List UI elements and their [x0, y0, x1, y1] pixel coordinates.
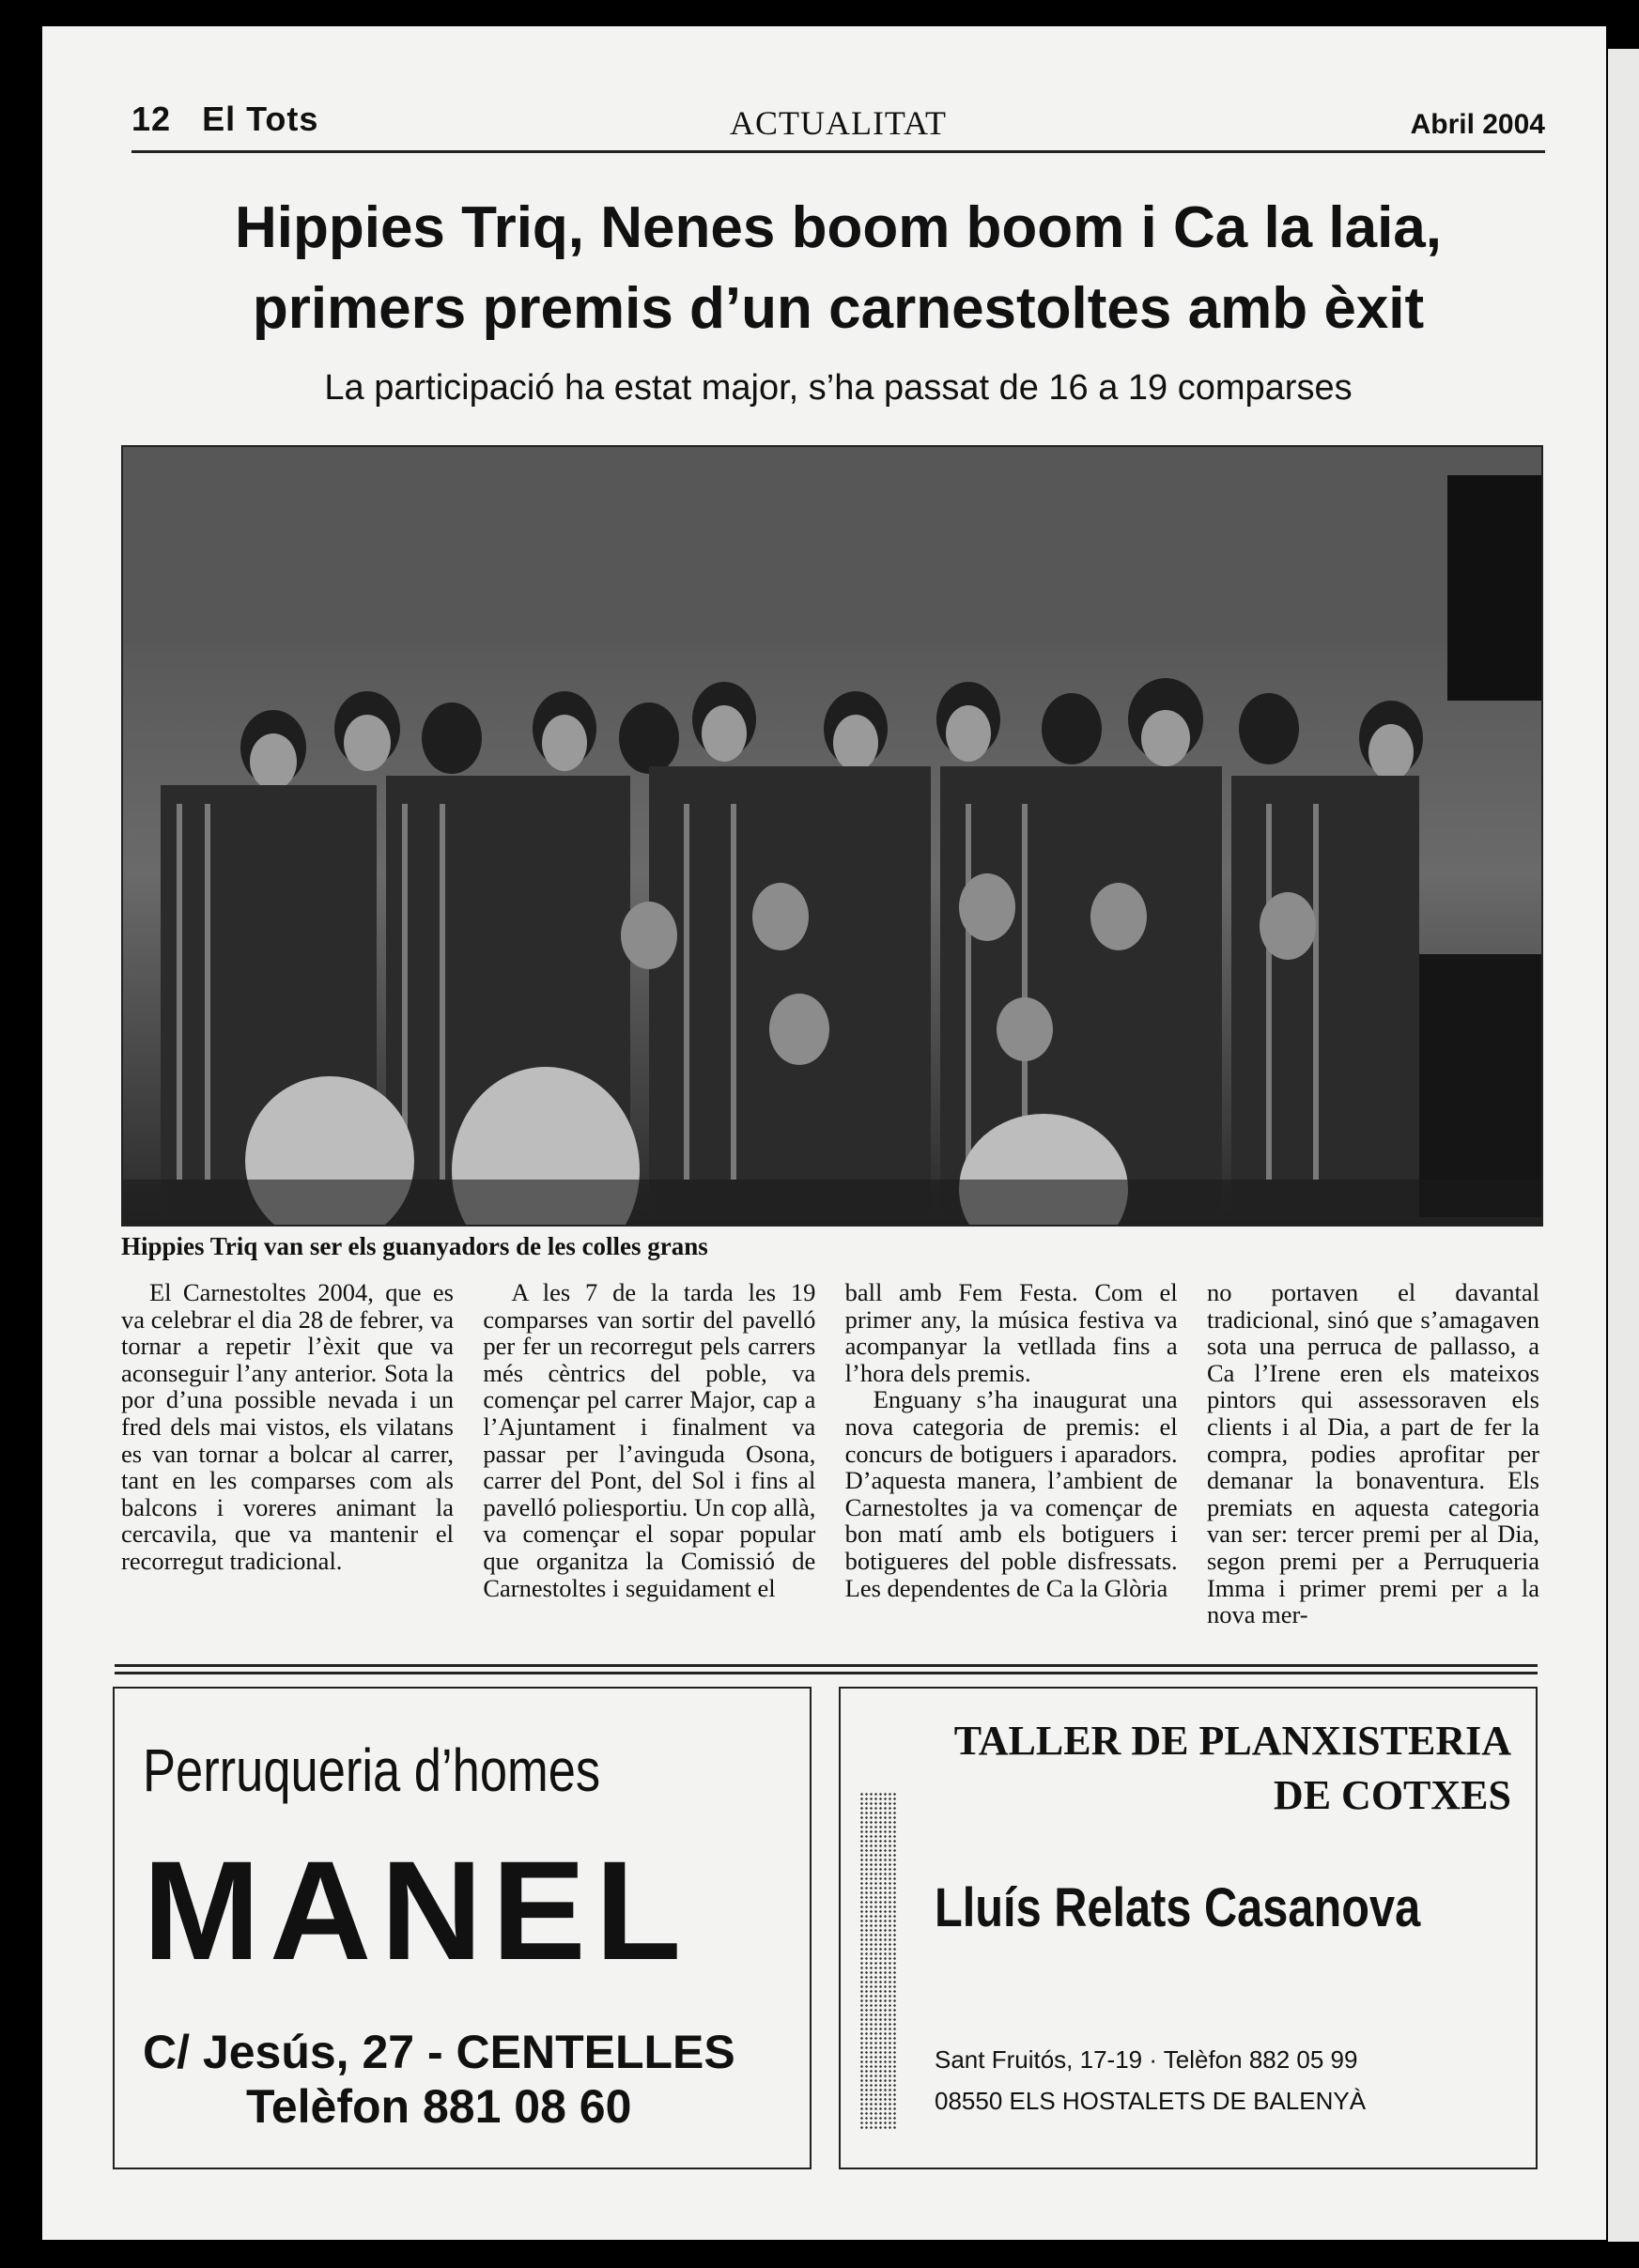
article-column-1 [121, 1279, 454, 1628]
section-name: ACTUALITAT [729, 104, 948, 142]
article-body [121, 1279, 1539, 1628]
separator-rule [115, 1672, 1538, 1674]
advertisement-barber [113, 1687, 812, 2169]
headline-line-2: primers premis d’un carnestoltes amb èxit [252, 276, 1425, 341]
ad-shop-address: Sant Fruitós, 17-19 · Telèfon 882 05 99 [935, 2045, 1358, 2074]
carnival-group-photo [121, 445, 1543, 1227]
article-column-3 [845, 1279, 1178, 1628]
ad-shop-owner: Lluís Relats Casanova [935, 1877, 1421, 1938]
ad-barber-phone: Telèfon 881 08 60 [246, 2080, 632, 2133]
photo-caption: Hippies Triq van ser els guanyadors de les colles grans [121, 1232, 708, 1260]
paragraph: no portaven el davantal tradicional, sinó que s’amagaven sota una perruca de pallasso, a Ca l’Irene eren els mateixos pintors qui assessoraven els clients i al Dia, a part de fer la compra, podies aprofitar per demanar la bonaventura. Els premiats en aquesta categoria van ser: tercer premi per al Dia, segon premi per a Perruqueria Imma i primer premi per a la nova mer- [1206, 1278, 1539, 1629]
dotted-pattern [859, 1792, 897, 2130]
next-page-edge [1608, 49, 1639, 2242]
advertisement-body-shop [839, 1687, 1538, 2169]
paragraph: Enguany s’ha inaugurat una nova categoria de premis: el concurs de botiguers i aparadors. D’aquesta manera, l’ambient de Carnestoltes ja va començar de bon matí amb els botiguers i botigueres del poble disfressats. Les dependentes de Ca la Glòria [844, 1385, 1178, 1602]
ad-shop-town: 08550 ELS HOSTALETS DE BALENYÀ [935, 2087, 1367, 2115]
paragraph: A les 7 de la tarda les 19 comparses van sortir del pavelló per fer un recorregut pels carrers més cèntrics del poble, va començar pel carrer Major, cap a l’Ajuntament i finalment va passar per l’avinguda Osona, carrer del Pont, del Sol i fins al pavelló poliesportiu. Un cop allà, va començar el sopar popular que organitza la Comissió de Carnestoltes i seguidament el [483, 1278, 816, 1602]
ad-barber-address: C/ Jesús, 27 - CENTELLES [143, 2026, 735, 2078]
article-column-4 [1207, 1279, 1539, 1628]
photo-illustration [123, 447, 1541, 1225]
issue-date: Abril 2004 [1410, 109, 1545, 140]
page-number: 12 [131, 100, 172, 138]
subheadline: La participació ha estat major, s’ha passat de 16 a 19 comparses [324, 368, 1353, 408]
page-header [131, 94, 1545, 153]
ad-barber-title: Perruqueria d’homes [143, 1736, 601, 1804]
separator-rule [115, 1664, 1538, 1667]
headline [131, 188, 1545, 349]
publication-name: El Tots [202, 100, 319, 138]
headline-line-1: Hippies Triq, Nenes boom boom i Ca la laia, [234, 195, 1443, 260]
paragraph: ball amb Fem Festa. Com el primer any, la música festiva va acompanyar la vetllada fins a l’hora dels premis. [844, 1278, 1178, 1387]
article-column-2 [483, 1279, 815, 1628]
ad-barber-name: MANEL [143, 1831, 691, 1989]
ad-shop-title-line-2: DE COTXES [1273, 1772, 1511, 1818]
paragraph: El Carnestoltes 2004, que es va celebrar el dia 28 de febrer, va tornar a repetir l’èxit que va aconseguir l’any anterior. Sota la por d’una possible nevada i un fred dels mai vistos, els vilatans es van tornar a bolcar al carrer, tant en les comparses com als balcons i voreres animant la cercavila, que va mantenir el recorregut tradicional. [121, 1278, 454, 1575]
ad-shop-title-line-1: TALLER DE PLANXISTERIA [953, 1718, 1511, 1764]
